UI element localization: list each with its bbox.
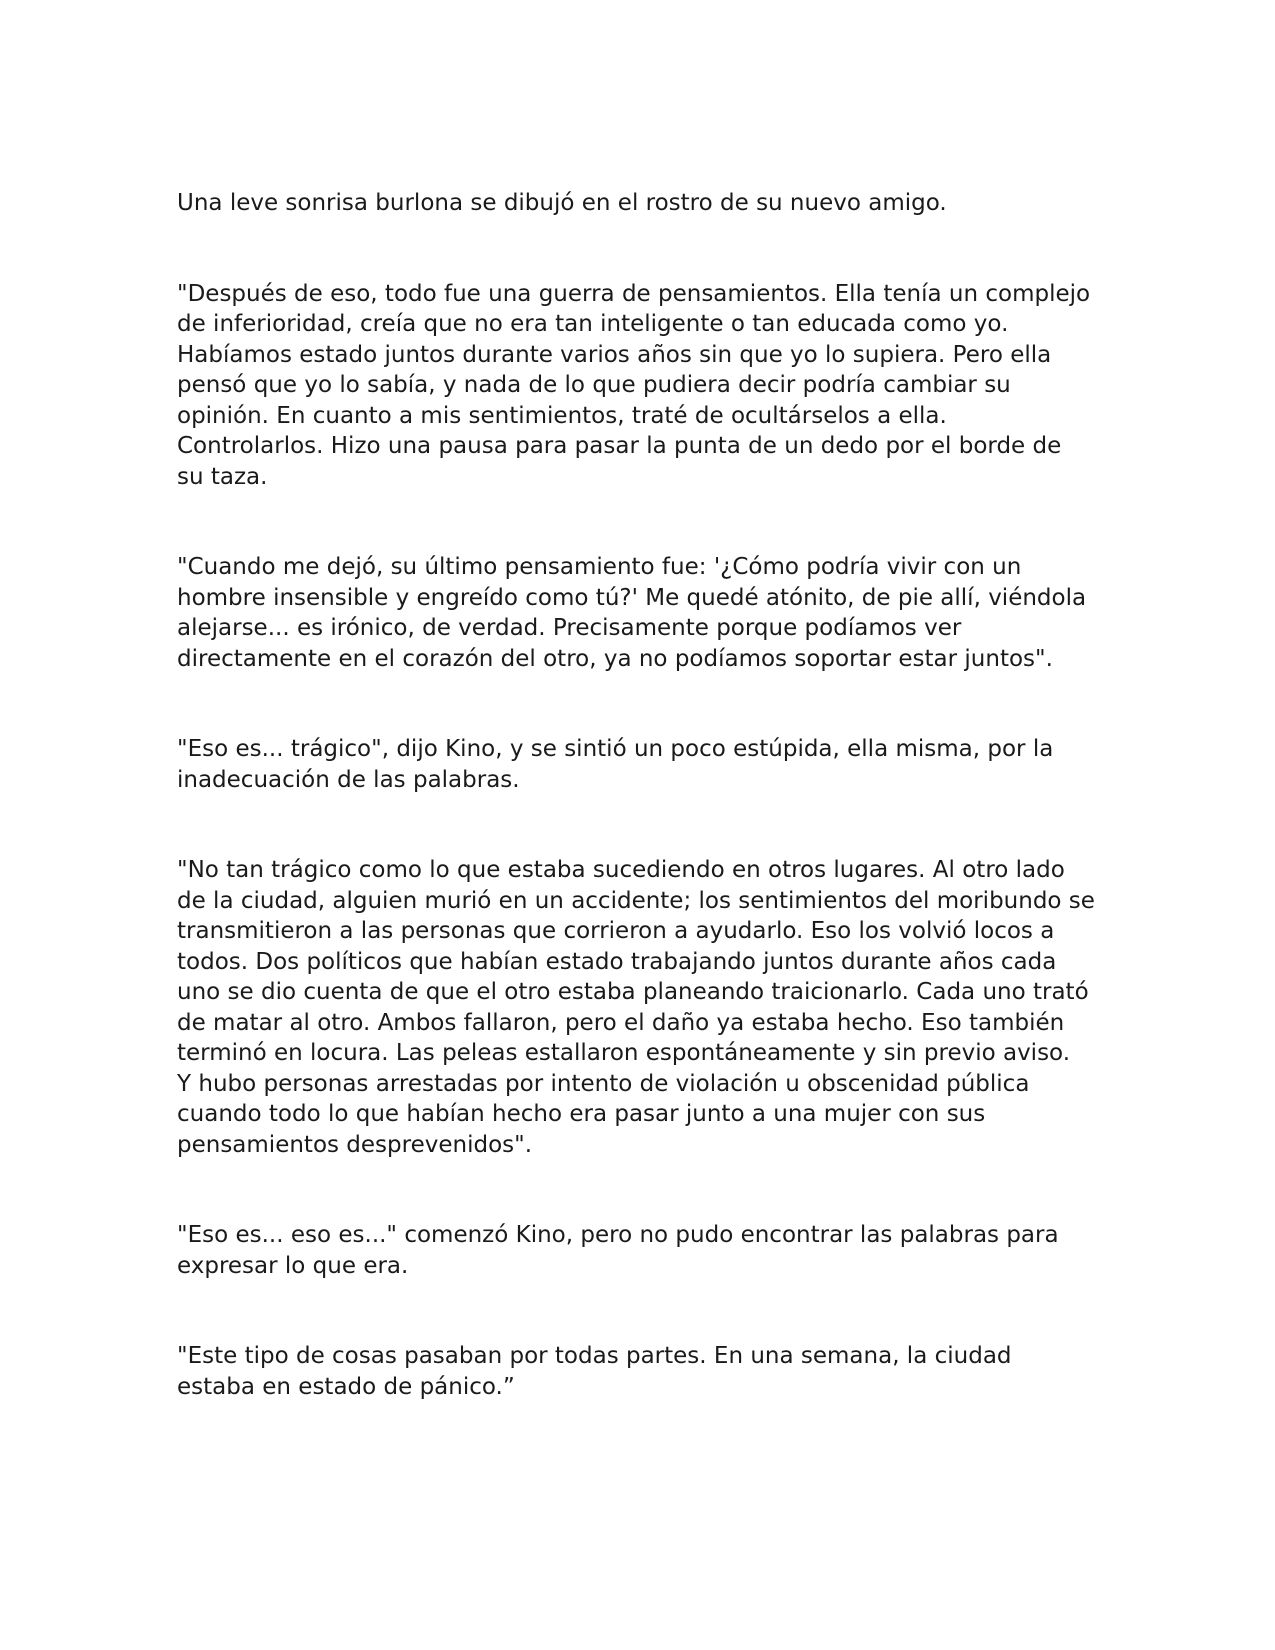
document-body [177,188,1107,1402]
paragraph-4: "Eso es... trágico", dijo Kino, y se sintió un poco estúpida, ella misma, por la inadecuación de las palabras. [177,736,1054,793]
paragraph-1: Una leve sonrisa burlona se dibujó en el rostro de su nuevo amigo. [177,190,947,216]
paragraph-6: "Eso es... eso es..." comenzó Kino, pero no pudo encontrar las palabras para expresar lo que era. [177,1222,1059,1279]
paragraph-spacer [177,795,1107,855]
paragraph-5: "No tan trágico como lo que estaba sucediendo en otros lugares. Al otro lado de la ciudad, alguien murió en un accidente; los sentimientos del moribundo se transmitieron a las personas que corrieron a ayudarlo. Eso los volvió locos a todos. Dos políticos que habían estado trabajando juntos durante años cada uno se dio cuenta de que el otro estaba planeando traicionarlo. Cada uno trató de matar al otro. Ambos fallaron, pero el daño ya estaba hecho. Eso también terminó en locura. Las peleas estallaron espontáneamente y sin previo aviso. Y hubo personas arrestadas por intento de violación u obscenidad pública cuando todo lo que habían hecho era pasar junto a una mujer con sus pensamientos desprevenidos". [177,857,1095,1158]
paragraph-spacer [177,1160,1107,1220]
paragraph-spacer [177,219,1107,279]
paragraph-spacer [177,674,1107,734]
paragraph-7: "Este tipo de cosas pasaban por todas partes. En una semana, la ciudad estaba en estado de pánico.” [177,1343,1012,1400]
paragraph-spacer [177,1281,1107,1341]
paragraph-2: "Después de eso, todo fue una guerra de pensamientos. Ella tenía un complejo de inferioridad, creía que no era tan inteligente o tan educada como yo. Habíamos estado juntos durante varios años sin que yo lo supiera. Pero ella pensó que yo lo sabía, y nada de lo que pudiera decir podría cambiar su opinión. En cuanto a mis sentimientos, traté de ocultárselos a ella. Controlarlos. Hizo una pausa para pasar la punta de un dedo por el borde de su taza. [177,280,1091,490]
paragraph-3: "Cuando me dejó, su último pensamiento fue: '¿Cómo podría vivir con un hombre insensible y engreído como tú?' Me quedé atónito, de pie allí, viéndola alejarse... es irónico, de verdad. Precisamente porque podíamos ver directamente en el corazón del otro, ya no podíamos soportar estar juntos". [177,554,1087,672]
paragraph-spacer [177,492,1107,552]
